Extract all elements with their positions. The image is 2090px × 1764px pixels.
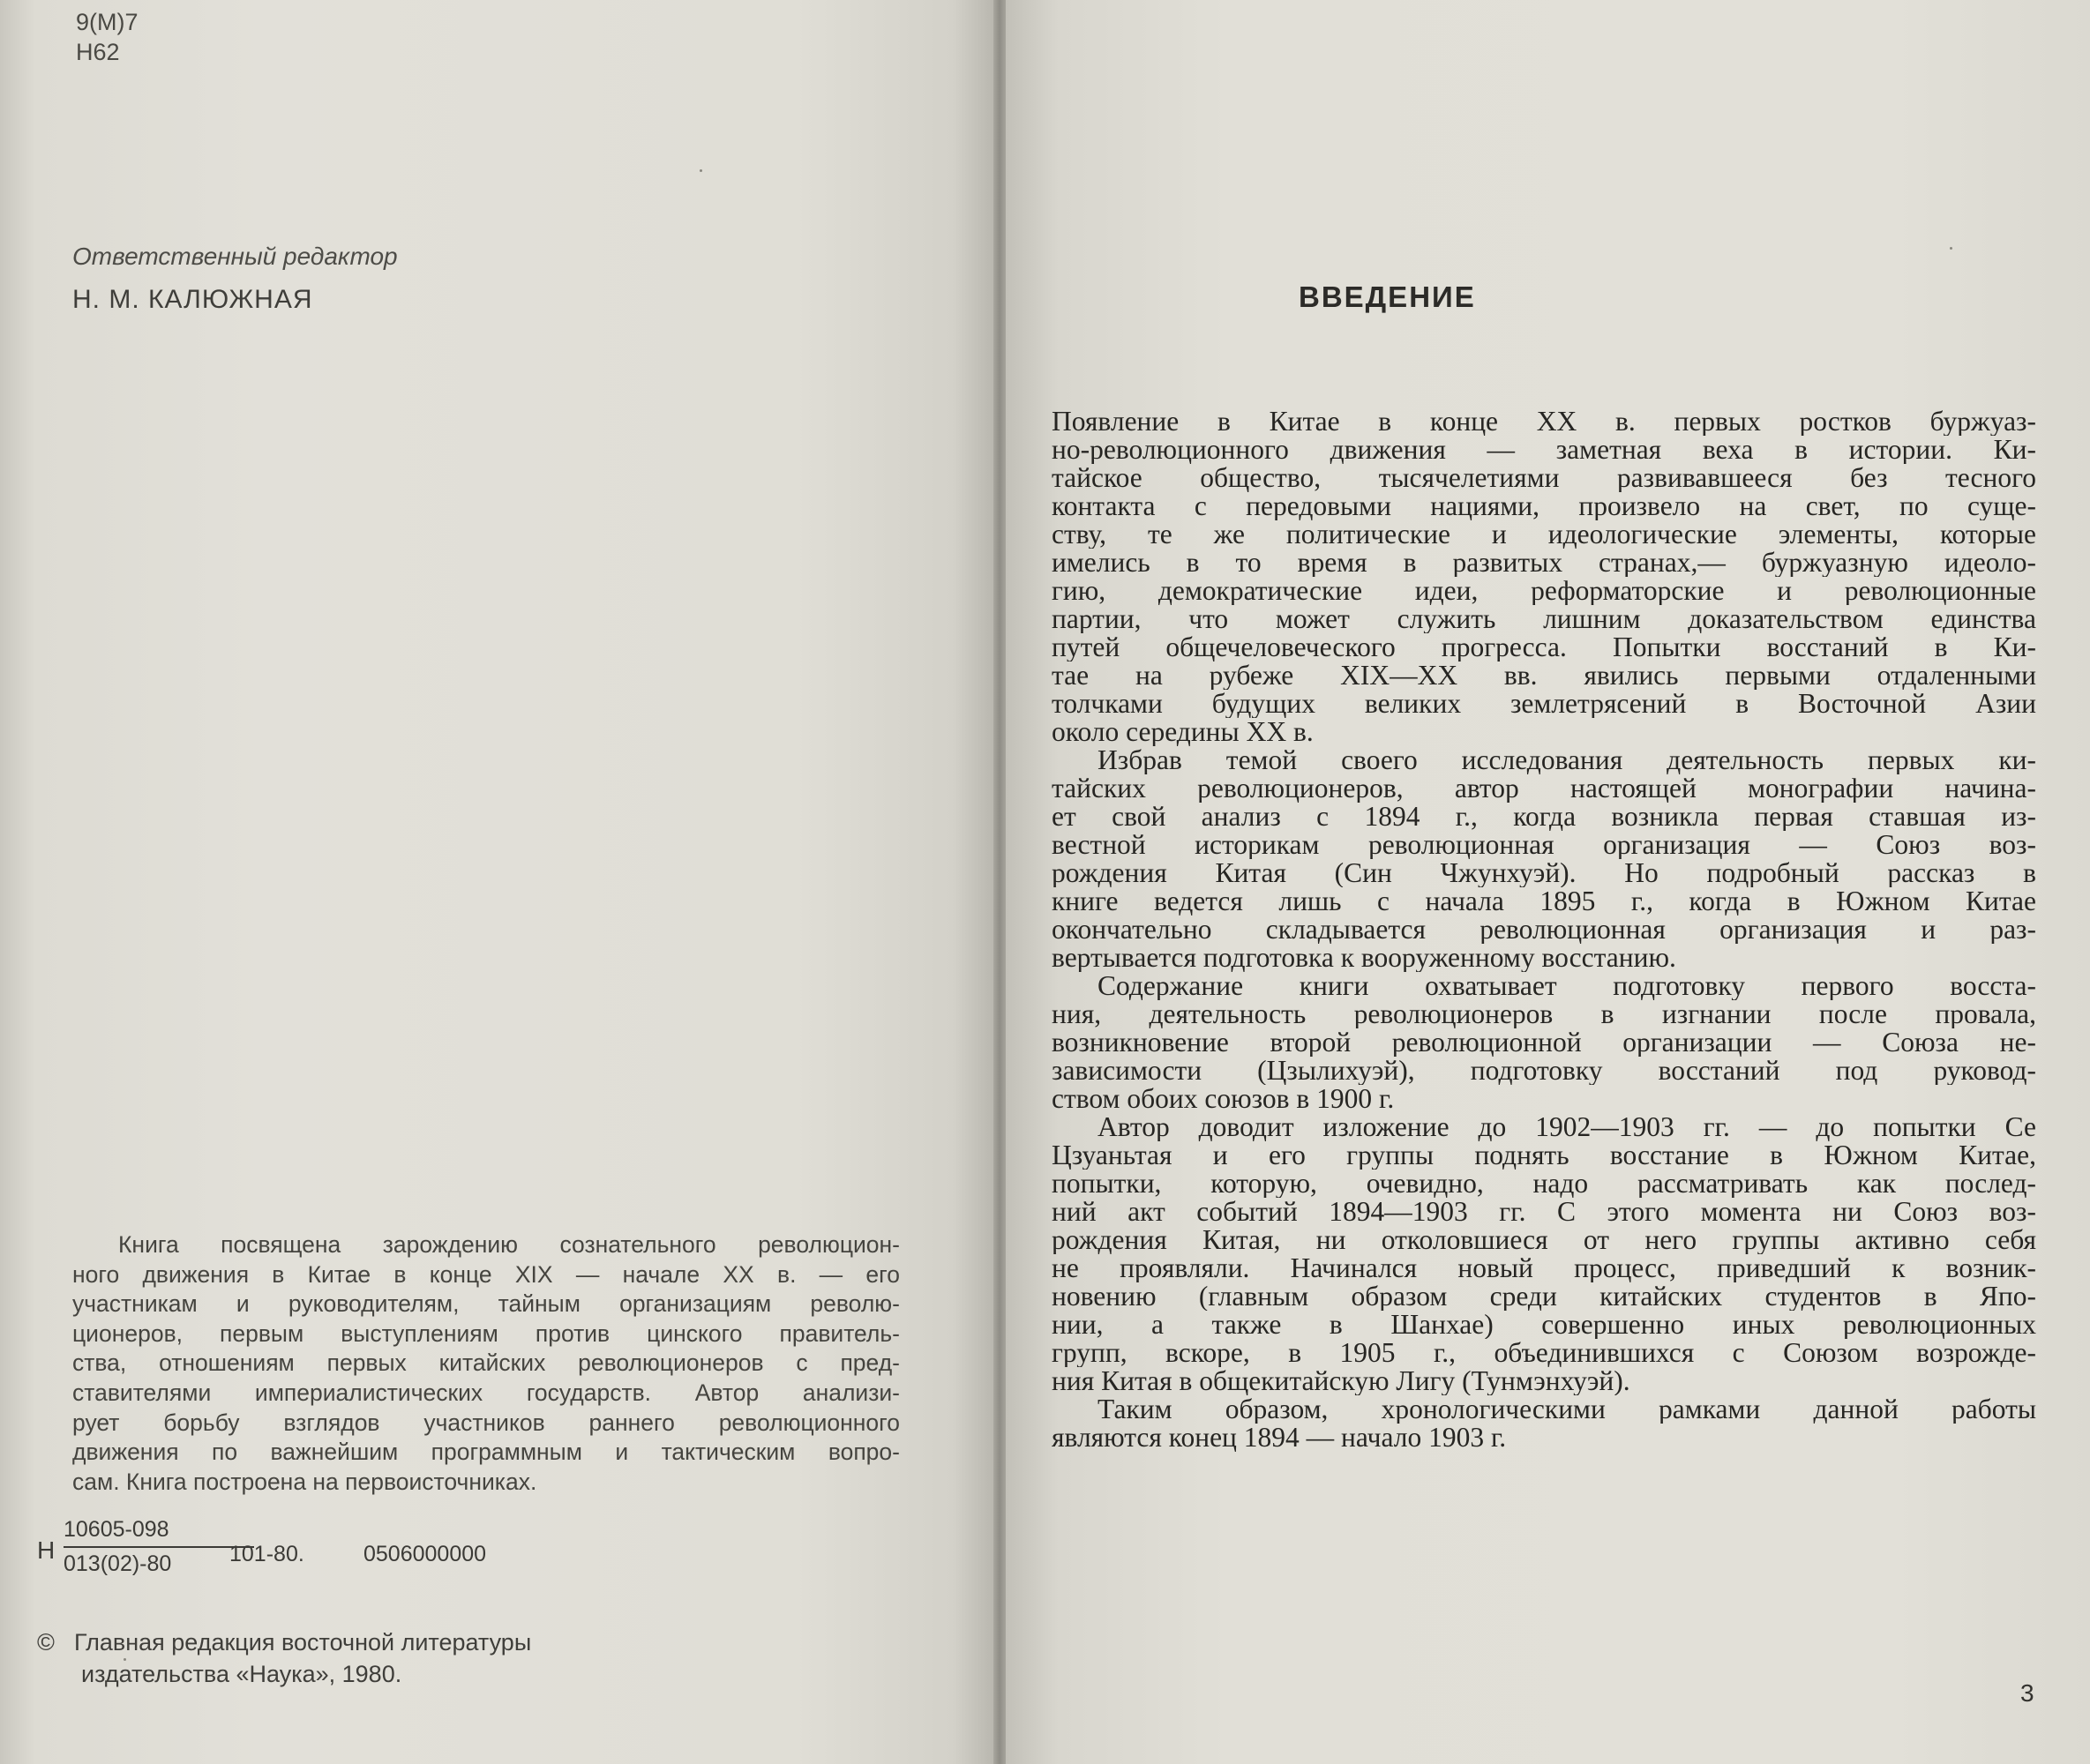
text-line: Содержание книги охватывает подготовку первого восста- [1097,972,2036,1000]
text-line: контакта с передовыми нациями, произвело на свет, по суще- [1052,492,2036,520]
text-line: Появление в Китае в конце XX в. первых ростков буржуаз- [1052,407,2036,436]
text-line: возникновение второй революционной организации — Союза не- [1052,1028,2036,1057]
page-number: 3 [2020,1679,2034,1707]
index-fraction [64,1517,254,1577]
text-line: партии, что может служить лишним доказательством единства [1052,605,2036,633]
index-denominator: 013(02)-80 [64,1551,172,1576]
text-line: тайских революционеров, автор настоящей монографии начина- [1052,774,2036,803]
classification-codes [76,7,139,67]
text-line: ний акт событий 1894—1903 гг. С этого момента ни Союз воз- [1052,1198,2036,1226]
text-line: ния, деятельность революционеров в изгнании после провала, [1052,1000,2036,1028]
annotation-line: ционеров, первым выступлениям против цинского правитель- [72,1319,900,1347]
text-line: вертывается подготовка к вооруженному восстанию. [1052,944,1676,972]
text-line: вестной историкам революционная организация — Союз воз- [1052,831,2036,859]
index-numerator: 10605-098 [64,1517,254,1548]
copyright-notice [37,1626,531,1690]
left-page [0,0,993,1764]
annotation-line: ного движения в Китае в конце XIX — начале XX в. — его [72,1260,900,1288]
text-line: новению (главным образом среди китайских студентов в Япо- [1052,1282,2036,1311]
copyright-line: издательства «Наука», 1980. [81,1661,402,1687]
text-line: гию, демократические идеи, реформаторские и революционные [1052,577,2036,605]
text-line: окончательно складывается революционная организация и раз- [1052,916,2036,944]
text-line: Избрав темой своего исследования деятельность первых ки- [1097,746,2036,774]
text-line: попытки, которую, очевидно, надо рассматривать как послед- [1052,1170,2036,1198]
annotation-line: Книга посвящена зарождению сознательного революцион- [118,1231,900,1258]
text-line: Таким образом, хронологическими рамками данной работы [1097,1395,2036,1424]
text-line: ством обоих союзов в 1900 г. [1052,1085,1395,1113]
text-line: толчками будущих великих землетрясений в Восточной Азии [1052,690,2036,718]
classification-code-2: Н62 [76,39,120,65]
annotation-line: ставителями империалистических государств. Автор анализи- [72,1379,900,1406]
chapter-heading: ВВЕДЕНИЕ [1299,280,1476,313]
index-code: 101-80. [229,1542,304,1566]
text-line: являются конец 1894 — начало 1903 г. [1052,1424,1507,1452]
editor-name: Н. М. КАЛЮЖНАЯ [72,285,313,314]
paper-speck [700,169,702,172]
introduction-text [1052,407,2036,1452]
copyright-icon: © [37,1629,55,1656]
text-line: ет свой анализ с 1894 г., когда возникла первая ставшая из- [1052,803,2036,831]
editor-role: Ответственный редактор [72,243,398,270]
text-line: рождения Китая (Син Чжунхуэй). Но подробный рассказ в [1052,859,2036,887]
book-gutter [993,0,1006,1764]
index-letter: Н [37,1536,56,1564]
text-line: Автор доводит изложение до 1902—1903 гг. — до попытки Се [1097,1113,2036,1141]
classification-code-1: 9(М)7 [76,9,139,35]
text-line: групп, вскоре, в 1905 г., объединившихся с Союзом возрожде- [1052,1339,2036,1367]
book-annotation [72,1230,900,1497]
text-line: около середины XX в. [1052,718,1314,746]
annotation-line: рует борьбу взглядов участников раннего революционного [72,1409,900,1436]
paper-speck [1950,247,1952,250]
text-line: не проявляли. Начинался новый процесс, приведший к возник- [1052,1254,2036,1282]
text-line: ния Китая в общекитайскую Лигу (Тунмэнхуэй). [1052,1367,1630,1395]
text-line: книге ведется лишь с начала 1895 г., когда в Южном Китае [1052,887,2036,916]
text-line: зависимости (Цзылихуэй), подготовку восстаний под руковод- [1052,1057,2036,1085]
annotation-line: ства, отношениям первых китайских революционеров с пред- [72,1349,900,1377]
annotation-line: движения по важнейшим программным и тактическим вопро- [72,1439,900,1466]
text-line: тайское общество, тысячелетиями развивавшееся без тесного [1052,464,2036,492]
text-line: рождения Китая, ни отколовшиеся от него группы активно себя [1052,1226,2036,1254]
text-line: но-революционного движения — заметная веха в истории. Ки- [1052,436,2036,464]
text-line: нии, а также в Шанхае) совершенно иных революционных [1052,1311,2036,1339]
paper-speck [124,1658,126,1661]
text-line: ству, те же политические и идеологические элементы, которые [1052,520,2036,549]
text-line: Цзуаньтая и его группы поднять восстание в Южном Китае, [1052,1141,2036,1170]
annotation-line: сам. Книга построена на первоисточниках. [72,1468,537,1495]
annotation-line: участникам и руководителям, тайным организациям револю- [72,1290,900,1318]
text-line: тае на рубеже XIX—XX вв. явились первыми отдаленными [1052,662,2036,690]
copyright-line: Главная редакция восточной литературы [74,1629,532,1656]
text-line: имелись в то время в развитых странах,— буржуазную идеоло- [1052,549,2036,577]
text-line: путей общечеловеческого прогресса. Попытки восстаний в Ки- [1052,633,2036,662]
index-code: 0506000000 [363,1542,487,1566]
